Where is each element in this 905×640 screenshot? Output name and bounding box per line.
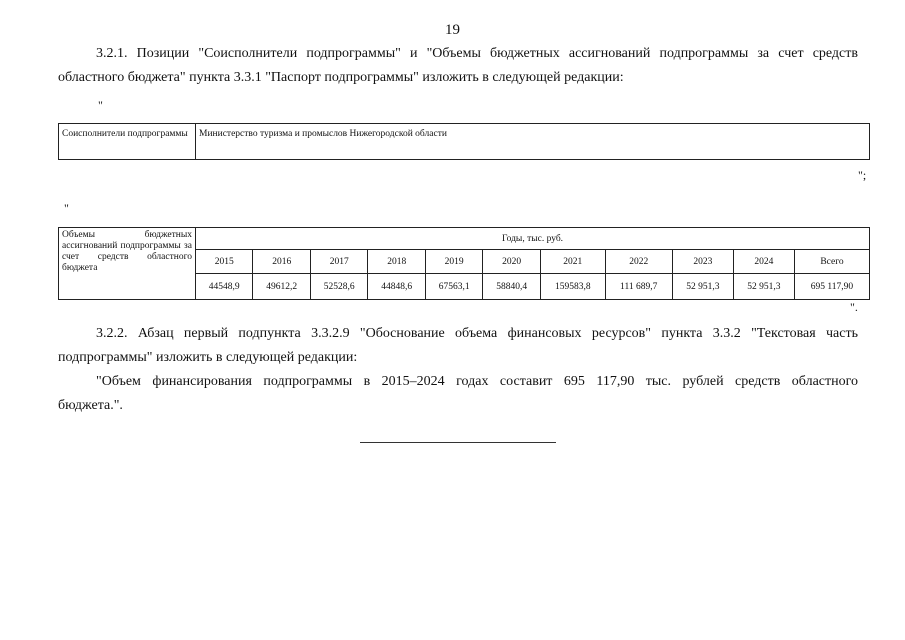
year-cell: 2017 [310,250,367,274]
year-cell: 2015 [196,250,253,274]
budget-table [58,227,870,300]
item-3-2-2-line1: 3.2.2. Абзац первый подпункта 3.3.2.9 "Обоснование объема финансовых ресурсов" пункта 3.3.2 "Текстовая часть [96,326,858,341]
value-cell: 44548,9 [196,274,253,300]
year-cell: 2020 [483,250,540,274]
close-quote-1: "; [858,168,867,182]
total-value-cell: 695 117,90 [794,274,869,300]
item-3-2-1-line2: областного бюджета" пункта 3.3.1 "Паспорт подпрограммы" изложить в следующей редакции: [58,70,624,85]
year-cell: 2023 [672,250,733,274]
value-cell: 52 951,3 [733,274,794,300]
value-cell: 159583,8 [540,274,605,300]
value-cell: 44848,6 [368,274,425,300]
item-3-2-2-line2: подпрограммы" изложить в следующей редакции: [58,350,358,365]
year-cell: 2018 [368,250,425,274]
budget-label: Объемы бюджетных ассигнований подпрограммы за счет средств областного бюджета [59,228,196,300]
year-cell: 2019 [425,250,482,274]
open-quote-1: " [98,98,103,112]
year-cell: 2022 [605,250,672,274]
close-quote-2: ". [850,300,858,314]
total-header-cell: Всего [794,250,869,274]
value-cell: 58840,4 [483,274,540,300]
value-cell: 111 689,7 [605,274,672,300]
budget-header: Годы, тыс. руб. [196,228,870,250]
co-executors-label: Соисполнители подпрограммы [59,124,196,160]
page-number: 19 [445,22,460,38]
value-cell: 49612,2 [253,274,310,300]
item-3-2-2 [58,322,858,418]
quote-line1: "Объем финансирования подпрограммы в 2015–2024 годах составит 695 117,90 тыс. рублей средств областного [96,374,858,389]
value-cell: 52528,6 [310,274,367,300]
year-cell: 2016 [253,250,310,274]
item-3-2-1-line1: 3.2.1. Позиции "Соисполнители подпрограммы" и "Объемы бюджетных ассигнований подпрограммы за счет средств [96,46,858,61]
co-executors-table [58,123,870,160]
year-cell: 2024 [733,250,794,274]
quote-line2: бюджета.". [58,398,123,413]
co-executors-value: Министерство туризма и промыслов Нижегородской области [196,124,870,160]
item-3-2-1 [58,42,858,90]
open-quote-2: " [64,201,69,215]
value-cell: 52 951,3 [672,274,733,300]
value-cell: 67563,1 [425,274,482,300]
year-cell: 2021 [540,250,605,274]
end-divider [360,442,556,443]
